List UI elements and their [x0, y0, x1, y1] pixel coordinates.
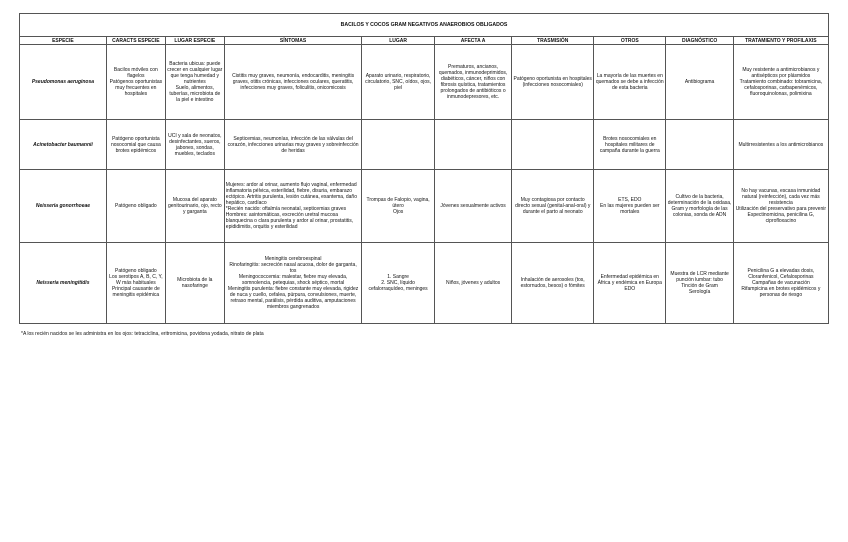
- table-cell: [362, 120, 434, 170]
- table-cell: [512, 120, 594, 170]
- table-cell: Muestra de LCR mediante punción lumbar: tubo Tinción de Gram Serología: [666, 243, 733, 324]
- table-cell: Multirresistentes a los antimicrobianos: [733, 120, 828, 170]
- table-cell: Mujeres: ardor al orinar, aumento flujo vaginal, enfermedad inflamatoria pélvica, esterilidad, fiebre, disuria, embarazo ectópico. Artritis purulenta, lesión cutánea, exantema, daño hepático, cardíaco *Recién nacido: oftalmía neonatal, septicemias graves Hombres: asintomáticas, excreción uretral mucosa blanquecina o clara purulenta y ardor al orinar, prostatitis, epididimitis, orquitis y esterilidad: [224, 170, 362, 243]
- header-cell: TRATAMIENTO Y PROFILAXIS: [733, 37, 828, 45]
- species-cell: Neisseria meningitidis: [20, 243, 107, 324]
- table-cell: Bacilos móviles con flagelos Patógenos oportunistas muy frecuentes en hospitales: [106, 45, 165, 120]
- table-cell: Meningitis cerebroespinal Rinofaringitis: secreción nasal acuosa, dolor de garganta, tos Meningococcemia: malestar, fiebre muy elevada, somnolencia, petequias, shock séptico, mortal Meningitis purulenta: fiebre constante muy elevada, rigidez de nuca y cuello, cefalea, púrpura, convulsiones, muerte, retraso mental, parálisis, pérdida auditiva, amputaciones miembros gangrenados: [224, 243, 362, 324]
- header-cell: LUGAR ESPECIE: [165, 37, 224, 45]
- table-cell: La mayoría de las muertes en quemados se debe a infección de esta bacteria: [594, 45, 666, 120]
- table-cell: Septicemias, neumonías, infección de las válvulas del corazón, infecciones urinarias muy graves y sobreinfección de heridas: [224, 120, 362, 170]
- header-cell: AFECTA A: [434, 37, 512, 45]
- footnote: *A los recién nacidos se les administra en los ojos: tetraciclina, eritromicina, povidona yodada, nitrato de plata: [21, 331, 264, 337]
- table-cell: Mucosa del aparato genitourinario, ojo, recto y garganta: [165, 170, 224, 243]
- table-cell: Aparato urinario, respiratorio, circulatorio, SNC, oídos, ojos, piel: [362, 45, 434, 120]
- table-cell: Bacteria ubicua: puede crecer en cualquier lugar que tenga humedad y nutrientes Suelo, alimentos, tuberías, microbiota de la piel e intestino: [165, 45, 224, 120]
- table-cell: Antibiograma: [666, 45, 733, 120]
- table-row: [20, 45, 829, 120]
- table-cell: [666, 120, 733, 170]
- table-row: [20, 170, 829, 243]
- table-cell: Penicilina G a elevadas dosis, Cloranfenicol, Cefalosporinas Campañas de vacunación Rifampicina en brotes epidémicos y personas de riesgo: [733, 243, 828, 324]
- header-cell: ESPECIE: [20, 37, 107, 45]
- species-cell: Acinetobacter baumannii: [20, 120, 107, 170]
- sheet: [19, 13, 829, 324]
- table-row: [20, 243, 829, 324]
- table-title: BACILOS Y COCOS GRAM NEGATIVOS ANAEROBIOS OBLIGADOS: [20, 14, 829, 37]
- table-cell: Niños, jóvenes y adultos: [434, 243, 512, 324]
- header-cell: CARACTS ESPECIE: [106, 37, 165, 45]
- table-cell: Patógeno obligado: [106, 170, 165, 243]
- table-cell: Cultivo de la bacteria, determinación de la oxidasa, Gram y morfología de las colonias, sonda de ADN: [666, 170, 733, 243]
- table-cell: ETS, EDO En las mujeres pueden ser mortales: [594, 170, 666, 243]
- table-cell: [434, 120, 512, 170]
- table-cell: Prematuros, ancianos, quemados, inmunodeprimidos, diabéticos, cáncer, niños con fibrosis quística, tratamientos prolongados de antibióticos o inmunodepresores, etc.: [434, 45, 512, 120]
- table-cell: Patógeno oportunista nosocomial que causa brotes epidémicos: [106, 120, 165, 170]
- table-cell: Patógeno oportunista en hospitales (infecciones nosocomiales): [512, 45, 594, 120]
- table-cell: Cistitis muy graves, neumonía, endocarditis, meningitis graves, otitis crónicas, infecciones oculares, queratitis, infecciones muy graves, foliculitis, onicomicosis: [224, 45, 362, 120]
- table-cell: Enfermedad epidémica en África y endémica en Europa EDO: [594, 243, 666, 324]
- table-cell: Trompas de Falopio, vagina, útero Ojos: [362, 170, 434, 243]
- table-cell: Jóvenes sexualmente activos: [434, 170, 512, 243]
- table-cell: Brotes nosocomiales en hospitales militares de campaña durante la guerra: [594, 120, 666, 170]
- table-row: [20, 120, 829, 170]
- bacteria-table: [19, 13, 829, 324]
- table-cell: No hay vacunas, escasa inmunidad natural (reinfección), cada vez más resistencia Utilización del preservativo para prevenir Espectinomicina, penicilina G, ciprofloxacino: [733, 170, 828, 243]
- table-cell: Microbiota de la nasofaringe: [165, 243, 224, 324]
- table-cell: Inhalación de aerosoles (tos, estornudos, besos) o fómites: [512, 243, 594, 324]
- table-cell: 1. Sangre 2. SNC, líquido cefalorraquídeo, meninges: [362, 243, 434, 324]
- header-cell: LUGAR: [362, 37, 434, 45]
- header-cell: DIAGNÓSTICO: [666, 37, 733, 45]
- species-cell: Pseudomonas aeruginosa: [20, 45, 107, 120]
- table-cell: Muy resistente a antimicrobianos y antisépticos por plásmidos Tratamiento combinado: tobramicina, cefalosporinas, carbapenémicos, fluoroquinolonas, polimixina: [733, 45, 828, 120]
- table-cell: Patógeno obligado Los serotipos A, B, C, Y, W más habituales Principal causante de meningitis epidémica: [106, 243, 165, 324]
- table-cell: Muy contagiosa por contacto directo sexual (genital-anal-oral) y durante el parto al neonato: [512, 170, 594, 243]
- header-row: [20, 37, 829, 45]
- species-cell: Neisseria gonorrhoeae: [20, 170, 107, 243]
- header-cell: SÍNTOMAS: [224, 37, 362, 45]
- header-cell: OTROS: [594, 37, 666, 45]
- table-cell: UCI y sala de neonatos, desinfectantes, sueros, jabones, sondas, muebles, teclados: [165, 120, 224, 170]
- header-cell: TRASMISIÓN: [512, 37, 594, 45]
